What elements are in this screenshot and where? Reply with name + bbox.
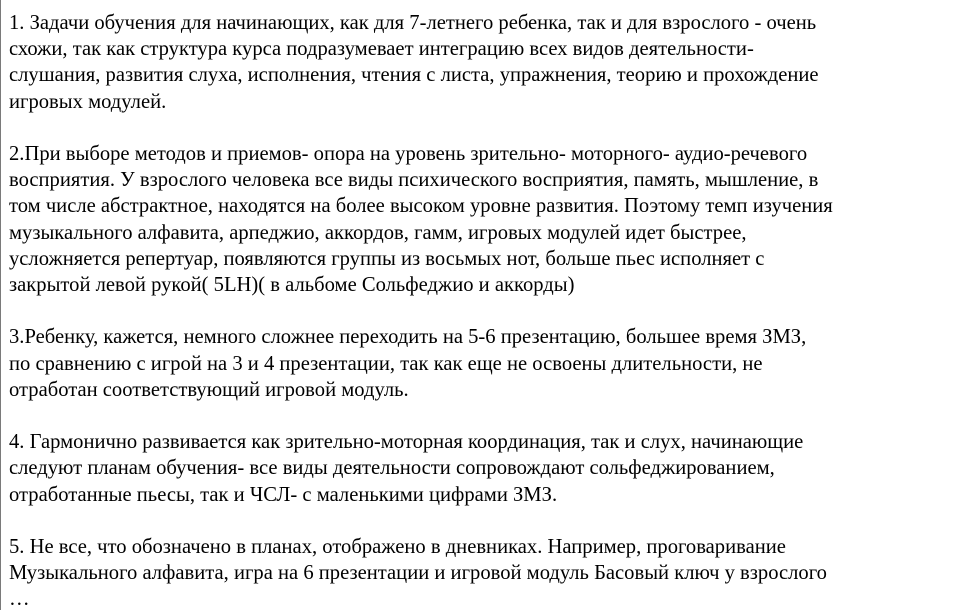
- paragraph-2: 2.При выборе методов и приемов- опора на уровень зрительно- моторного- аудио-речевого восприятия. У взрослого человека все виды психического восприятия, память, мышление, в том числе абстрактное, находятся на более высоком уровне развития. Поэтому темп изучения музыкального алфавита, арпеджио, аккордов, гамм, игровых модулей идет быстрее, усложняется репертуар, появляются группы из восьмых нот, больше пьес исполняет с закрытой левой рукой( 5LH)( в альбоме Сольфеджио и аккорды): [9, 143, 833, 297]
- paragraph-5: 5. Не все, что обозначено в планах, отображено в дневниках. Например, проговаривание Музыкального алфавита, игра на 6 презентации и игровой модуль Басовый ключ у взрослого …: [9, 536, 827, 611]
- page-left-border: [0, 0, 1, 610]
- paragraph-4: 4. Гармонично развивается как зрительно-моторная координация, так и слух, начинающие следуют планам обучения- все виды деятельности сопровождают сольфеджированием, отработанные пьесы, так и ЧСЛ- с маленькими цифрами ЗМЗ.: [9, 431, 804, 506]
- paragraph-3: 3.Ребенку, кажется, немного сложнее переходить на 5-6 презентацию, большее время ЗМЗ, по сравнению с игрой на 3 и 4 презентации, так как еще не освоены длительности, не отработан соответствующий игровой модуль.: [9, 326, 807, 401]
- document-body: [9, 10, 955, 613]
- paragraph-1: 1. Задачи обучения для начинающих, как для 7-летнего ребенка, так и для взрослого - очень схожи, так как структура курса подразумевает интеграцию всех видов деятельности- слушания, развития слуха, исполнения, чтения с листа, упражнения, теорию и прохождение игровых модулей.: [9, 12, 819, 113]
